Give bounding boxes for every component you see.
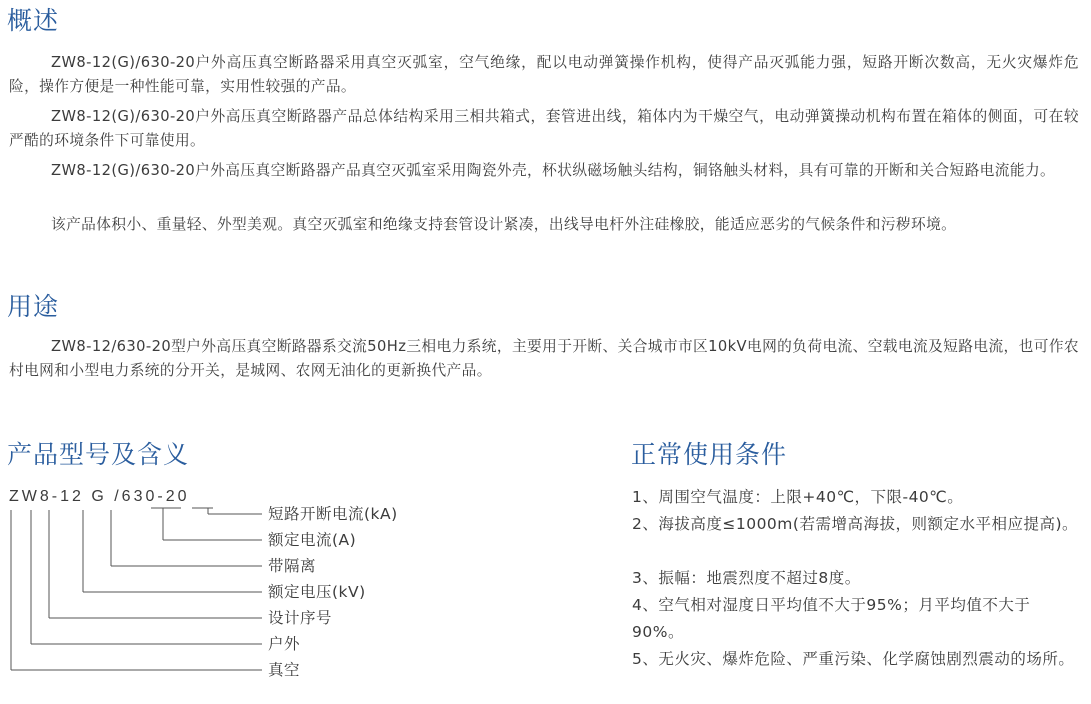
model-label-design-number: 设计序号 xyxy=(268,609,333,627)
condition-item-3: 3、振幅：地震烈度不超过8度。 xyxy=(632,569,861,587)
overview-paragraph-1: ZW8-12(G)/630-20户外高压真空断路器采用真空灭弧室，空气绝缘，配以电动弹簧操作机构，使得产品灭弧能力强，短路开断次数高，无火灾爆炸危险，操作方便是一种性能可靠，实用性较强的产品。 xyxy=(9,54,1079,95)
conditions-heading: 正常使用条件 xyxy=(631,440,788,469)
usage-heading: 用途 xyxy=(7,292,60,321)
model-meaning-heading: 产品型号及含义 xyxy=(7,440,190,469)
model-label-rated-voltage: 额定电压(kV) xyxy=(268,583,366,601)
condition-item-5: 5、无火灾、爆炸危险、严重污染、化学腐蚀剧烈震动的场所。 xyxy=(632,650,1075,668)
model-label-outdoor: 户外 xyxy=(268,635,301,653)
usage-paragraph: ZW8-12/630-20型户外高压真空断路器系交流50Hz三相电力系统，主要用于开断、关合城市市区10kV电网的负荷电流、空载电流及短路电流，也可作农村电网和小型电力系统的分开关，是城网、农网无油化的更新换代产品。 xyxy=(9,338,1079,379)
model-breakdown-diagram xyxy=(0,500,270,680)
overview-paragraph-4: 该产品体积小、重量轻、外型美观。真空灭弧室和绝缘支持套管设计紧凑，出线导电杆外注硅橡胶，能适应恶劣的气候条件和污秽环境。 xyxy=(51,216,957,233)
model-label-isolation: 带隔离 xyxy=(268,557,317,575)
model-label-breaking-current: 短路开断电流(kA) xyxy=(268,505,398,523)
model-code: ZW8-12 G /630-20 xyxy=(9,488,190,505)
overview-heading: 概述 xyxy=(7,6,60,35)
condition-item-4: 4、空气相对湿度日平均值不大于95%；月平均值不大于90%。 xyxy=(632,596,1031,641)
condition-item-2: 2、海拔高度≤1000m(若需增高海拔，则额定水平相应提高)。 xyxy=(632,515,1078,533)
model-label-rated-current: 额定电流(A) xyxy=(268,531,357,549)
overview-paragraph-2: ZW8-12(G)/630-20户外高压真空断路器产品总体结构采用三相共箱式，套管进出线，箱体内为干燥空气，电动弹簧操动机构布置在箱体的侧面，可在较严酷的环境条件下可靠使用。 xyxy=(9,108,1079,149)
condition-item-1: 1、周围空气温度：上限+40℃，下限-40℃。 xyxy=(632,488,964,506)
overview-paragraph-3: ZW8-12(G)/630-20户外高压真空断路器产品真空灭弧室采用陶瓷外壳，杯状纵磁场触头结构，铜铬触头材料，具有可靠的开断和关合短路电流能力。 xyxy=(51,162,1056,179)
model-label-vacuum: 真空 xyxy=(268,661,301,679)
